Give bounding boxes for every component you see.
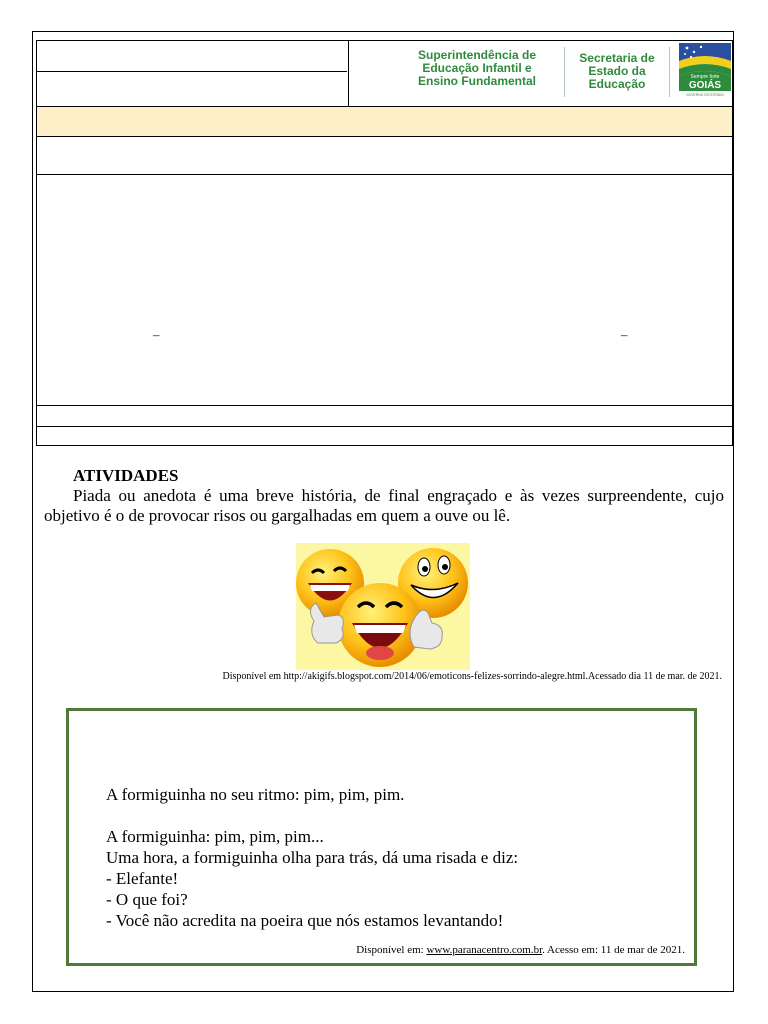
joke-text — [106, 784, 518, 931]
row-divider-3 — [37, 405, 732, 406]
svg-text:Sempre forte: Sempre forte — [690, 74, 720, 80]
org-primary-line-3: Ensino Fundamental — [417, 74, 536, 88]
dash-right: – — [621, 327, 628, 342]
activities-title: ATIVIDADES — [73, 466, 179, 485]
image-caption: Disponível em http://akigifs.blogspot.com/2014/06/emoticons-felizes-sorrindo-alegre.html.Acessado dia 11 de mar. de 2021. — [222, 671, 722, 682]
header-column-divider — [348, 41, 349, 107]
joke-line: A formiguinha: pim, pim, pim... — [106, 827, 324, 846]
source-suffix: . Acesso em: 11 de mar de 2021. — [542, 944, 685, 956]
row-divider-4 — [37, 426, 732, 427]
superintendencia-logo-text — [387, 49, 567, 88]
joke-line: - Elefante! — [106, 869, 179, 888]
row-divider-1 — [37, 136, 732, 137]
org-secondary-line-1: Secretaria de — [579, 51, 655, 65]
activities-section — [44, 466, 724, 526]
joke-spacer — [106, 805, 518, 826]
logo-separator-2 — [669, 47, 670, 97]
header-name-divider — [37, 71, 347, 72]
row-divider-2 — [37, 174, 732, 175]
joke-line: A formiguinha no seu ritmo: pim, pim, pim. — [106, 785, 405, 804]
joke-line: Uma hora, a formiguinha olha para trás, dá uma risada e diz: — [106, 848, 519, 867]
dash-left: – — [153, 327, 160, 342]
joke-line: - O que foi? — [106, 890, 188, 909]
svg-text:GOIÁS: GOIÁS — [688, 80, 722, 91]
svg-text:GOVERNO DO ESTADO: GOVERNO DO ESTADO — [686, 93, 724, 97]
org-primary-line-1: Superintendência de — [417, 48, 537, 62]
org-secondary-line-3: Educação — [588, 77, 646, 91]
logo-separator-1 — [564, 47, 565, 97]
source-prefix: Disponível em: — [356, 944, 427, 956]
header-table — [36, 40, 733, 446]
logo-area — [387, 41, 734, 107]
joke-box — [66, 708, 697, 966]
source-link[interactable]: www.paranacentro.com.br — [426, 944, 543, 956]
org-primary-line-2: Educação Infantil e — [422, 61, 532, 75]
org-secondary-line-2: Estado da — [588, 64, 646, 78]
joke-line: - Você não acredita na poeira que nós estamos levantando! — [106, 911, 504, 930]
goias-state-logo — [679, 43, 731, 97]
activities-intro: Piada ou anedota é uma breve história, de final engraçado e às vezes surpreendente, cujo objetivo é o de provocar risos ou gargalhadas em quem a ouve ou lê. — [44, 486, 724, 525]
highlight-row — [37, 107, 732, 136]
secretaria-logo-text — [567, 52, 667, 91]
laughing-emoticons-icon — [296, 543, 470, 670]
joke-source — [356, 944, 685, 956]
